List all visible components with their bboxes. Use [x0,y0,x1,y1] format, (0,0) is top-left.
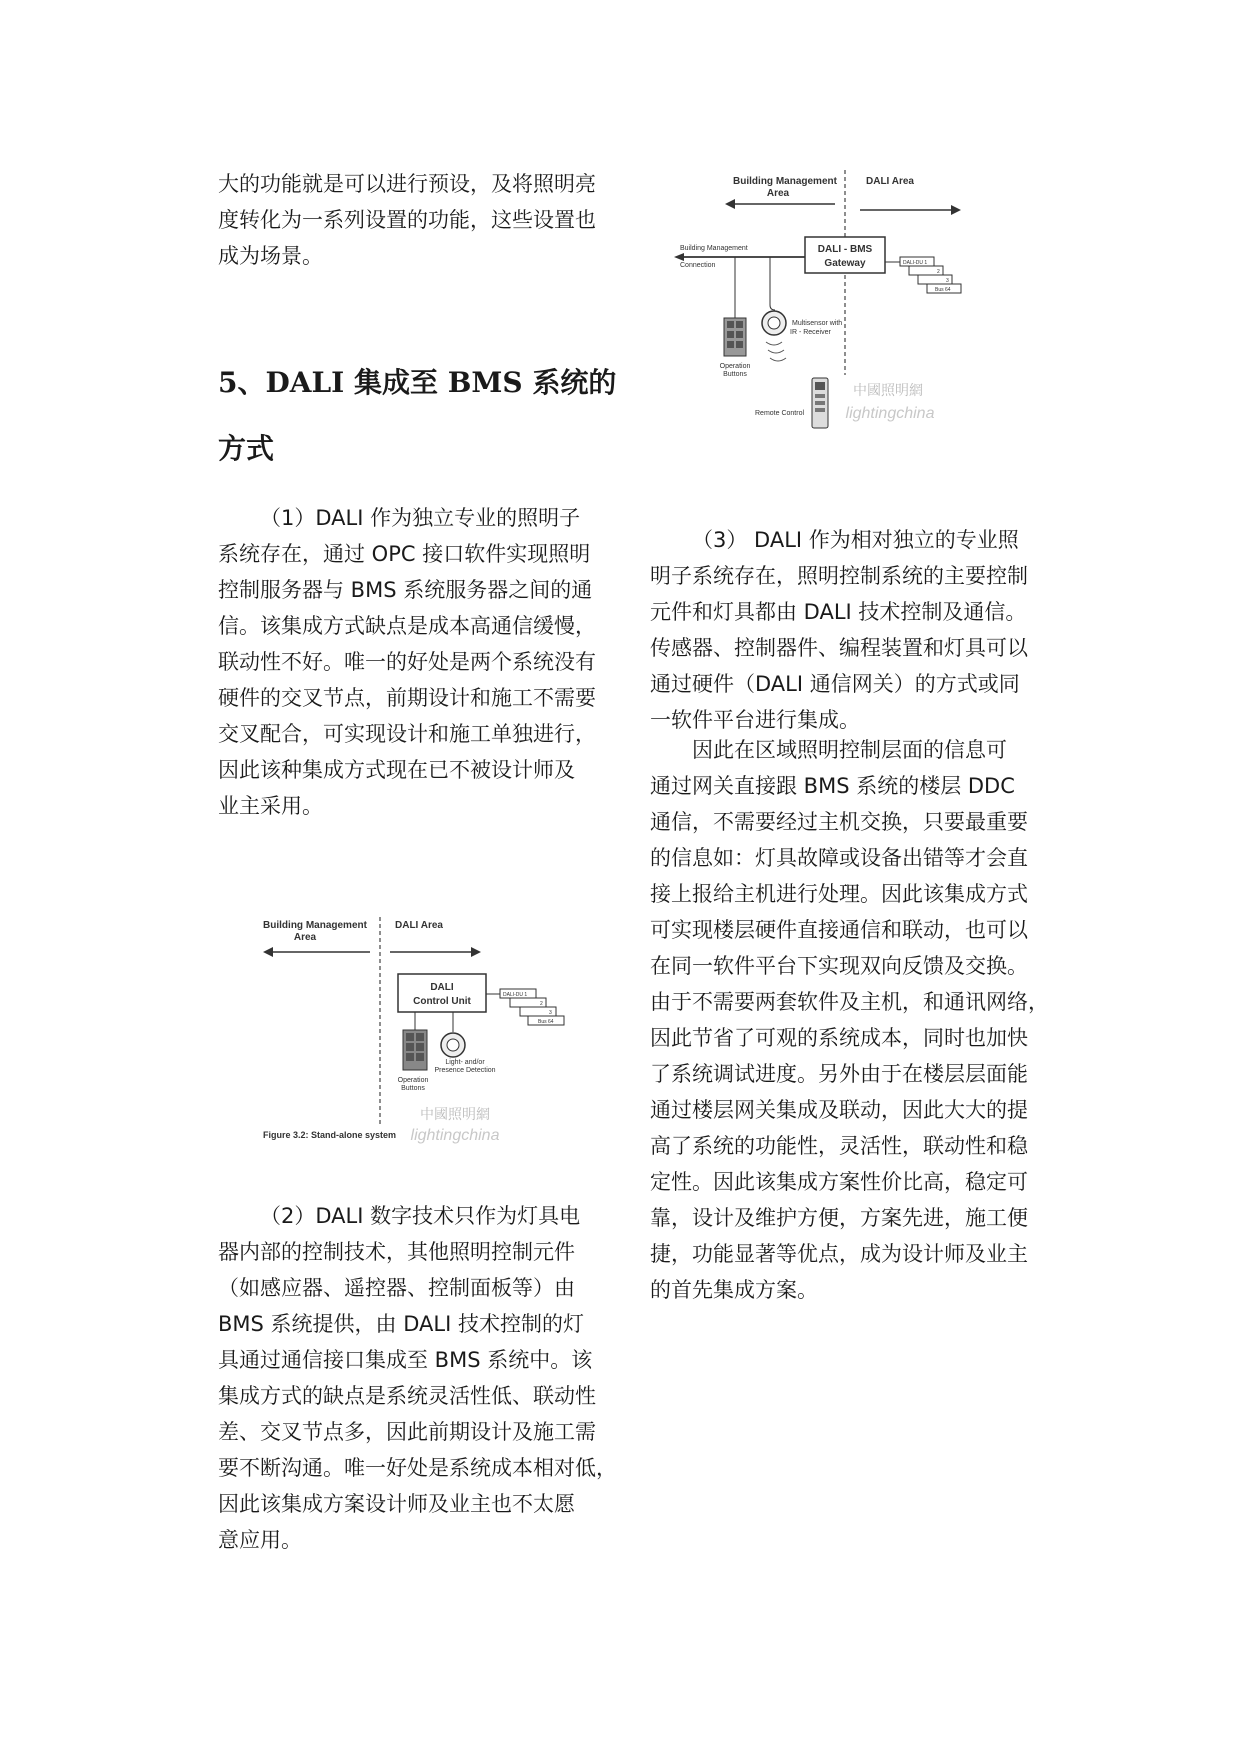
paragraph-4 [650,732,1070,1308]
paragraph-2 [218,1198,638,1558]
operation-buttons-icon [724,318,746,356]
text-line: 接上报给主机进行处理。因此该集成方式 [650,882,1028,906]
watermark-en: lightingchina [845,405,935,422]
text-line: 交叉配合，可实现设计和施工单独进行， [218,722,596,746]
text-line: 器内部的控制技术，其他照明控制元件 [218,1240,575,1264]
text-line: 通过楼层网关集成及联动，因此大大的提 [650,1098,1028,1122]
buttons-label: Operation [397,1077,429,1084]
text-line: 高了系统的功能性，灵活性，联动性和稳 [650,1134,1028,1158]
arrow-right-icon [951,205,961,215]
arrow-left-icon [674,253,684,261]
text-line: 联动性不好。唯一的好处是两个系统没有 [218,650,596,674]
text-line: 的信息如：灯具故障或设备出错等才会直 [650,846,1028,870]
figure-gateway-system [670,170,1000,435]
heading-line: 方式 [218,432,275,465]
text-line: 因此该种集成方式现在已不被设计师及 [218,758,575,782]
bm-area-label: Building Management [263,920,367,931]
text-line: 通信，不需要经过主机交换，只要最重要 [650,810,1028,834]
chip-label: 2 [937,269,940,275]
gateway-label: DALI - BMS [817,244,873,255]
text-line: 意应用。 [218,1528,302,1552]
sensor-label: Presence Detection [434,1067,496,1074]
text-line: 差、交叉节点多，因此前期设计及施工需 [218,1420,596,1444]
text-line: 成为场景。 [218,244,323,268]
multisensor-icon [762,311,786,361]
sensor-label: Light- and/or [445,1059,485,1066]
text-line: 了系统调试进度。另外由于在楼层层面能 [650,1062,1028,1086]
buttons-label: Buttons [401,1085,425,1092]
dali-area-label: DALI Area [866,176,914,187]
chip-label: 2 [540,1001,543,1007]
text-line: 系统存在，通过 OPC 接口软件实现照明 [218,542,591,566]
bm-connection-label: Building Management [680,245,748,252]
text-line: 度转化为一系列设置的功能，这些设置也 [218,208,596,232]
paragraph-1 [218,500,638,824]
text-line: 因此在区域照明控制层面的信息可 [692,738,1007,762]
text-line: （如感应器、遥控器、控制面板等）由 [218,1276,575,1300]
text-line: 大的功能就是可以进行预设，及将照明亮 [218,172,596,196]
text-line: 业主采用。 [218,794,323,818]
figure-caption: Figure 3.2: Stand-alone system [263,1130,397,1140]
text-line: 靠，设计及维护方便，方案先进，施工便 [650,1206,1028,1230]
gateway-label: Gateway [824,258,866,269]
text-line: 硬件的交叉节点，前期设计和施工不需要 [218,686,596,710]
heading-line: 5、DALI 集成至 BMS 系统的 [218,366,617,399]
bm-area-label: Area [766,188,790,199]
chip-label: Bus 64 [538,1019,554,1025]
text-line: 可实现楼层硬件直接通信和联动，也可以 [650,918,1028,942]
chip-label: Bus 64 [935,287,951,293]
buttons-label: Operation [719,363,751,370]
control-unit-label: Control Unit [413,996,471,1007]
text-line: 在同一软件平台下实现双向反馈及交换。 [650,954,1028,978]
bm-area-label: Area [293,932,317,943]
text-line: 通过网关直接跟 BMS 系统的楼层 DDC [650,774,1015,798]
text-line: 具通过通信接口集成至 BMS 系统中。该 [218,1348,593,1372]
text-line: 传感器、控制器件、编程装置和灯具可以 [650,636,1028,660]
buttons-label: Buttons [723,371,747,378]
chip-label: 3 [549,1010,552,1016]
watermark-cn: 中國照明網 [853,382,923,398]
section-heading [218,350,638,482]
remote-label: Remote Control [755,410,805,417]
text-line: （1）DALI 作为独立专业的照明子 [260,506,581,530]
control-unit-label: DALI [430,982,454,993]
remote-control-icon [812,378,828,428]
operation-buttons-icon [403,1030,427,1070]
text-line: 通过硬件（DALI 通信网关）的方式或同 [650,672,1020,696]
text-line: 因此该集成方案设计师及业主也不太愿 [218,1492,575,1516]
arrow-left-icon [263,947,273,957]
chip-label: DALI-DU 1 [503,992,528,998]
sensor-label: IR - Receiver [790,329,831,336]
text-line: 控制服务器与 BMS 系统服务器之间的通 [218,578,593,602]
arrow-right-icon [471,947,481,957]
text-line: 要不断沟通。唯一好处是系统成本相对低， [218,1456,617,1480]
watermark-en: lightingchina [410,1127,500,1144]
text-line: 定性。因此该集成方案性价比高，稳定可 [650,1170,1028,1194]
text-line: 的首先集成方案。 [650,1278,818,1302]
text-line: 捷，功能显著等优点，成为设计师及业主 [650,1242,1028,1266]
text-line: 明子系统存在，照明控制系统的主要控制 [650,564,1028,588]
sensor-label: Multisensor with [792,320,843,327]
text-line: 元件和灯具都由 DALI 技术控制及通信。 [650,600,1027,624]
text-line: （2）DALI 数字技术只作为灯具电 [260,1204,581,1228]
text-line: 因此节省了可观的系统成本，同时也加快 [650,1026,1028,1050]
intro-paragraph [218,166,618,274]
arrow-left-icon [725,199,735,209]
chip-label: 3 [946,278,949,284]
chip-label: DALI-DU 1 [903,260,928,266]
figure-standalone-system [255,912,575,1152]
bm-area-label: Building Management [733,176,837,187]
text-line: 由于不需要两套软件及主机，和通讯网络， [650,990,1049,1014]
dali-area-label: DALI Area [395,920,443,931]
text-line: 一软件平台进行集成。 [650,708,860,732]
light-sensor-icon [441,1033,465,1057]
text-line: 集成方式的缺点是系统灵活性低、联动性 [218,1384,596,1408]
paragraph-3 [650,522,1070,738]
watermark-cn: 中國照明網 [420,1106,490,1122]
text-line: （3） DALI 作为相对独立的专业照 [692,528,1019,552]
text-line: 信。该集成方式缺点是成本高通信缓慢， [218,614,596,638]
text-line: BMS 系统提供，由 DALI 技术控制的灯 [218,1312,584,1336]
bm-connection-label: Connection [680,262,716,269]
